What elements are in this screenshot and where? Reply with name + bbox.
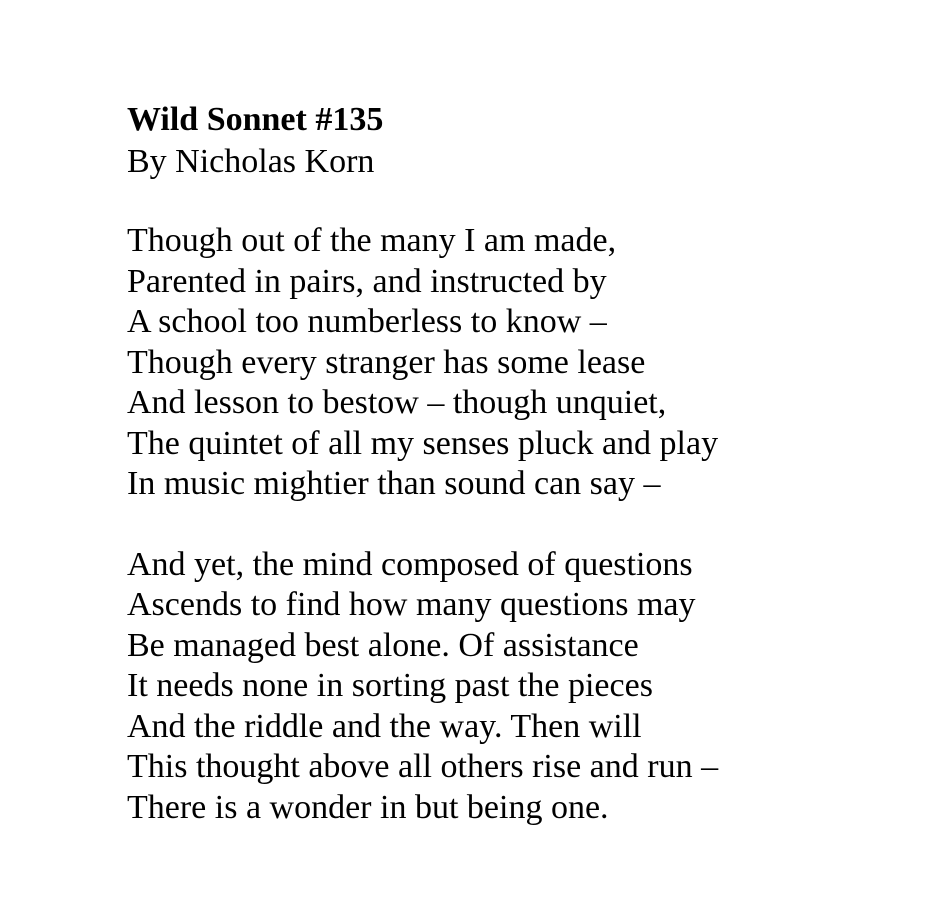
poem	[127, 98, 927, 828]
poem-title: Wild Sonnet #135	[127, 101, 384, 138]
poem-line: Ascends to find how many questions may	[127, 586, 696, 623]
poem-line: The quintet of all my senses pluck and play	[127, 424, 719, 462]
poem-line: There is a wonder in but being one.	[127, 788, 609, 826]
poem-line: And yet, the mind composed of questions	[127, 545, 693, 583]
poem-line: And lesson to bestow – though unquiet,	[127, 384, 667, 421]
poem-line: Parented in pairs, and instructed by	[127, 262, 607, 300]
stanza-1	[127, 221, 927, 505]
poem-line: A school too numberless to know –	[127, 303, 607, 340]
poem-line: It needs none in sorting past the pieces	[127, 667, 653, 704]
poem-line: Though every stranger has some lease	[127, 343, 646, 381]
poem-line: Though out of the many I am made,	[127, 222, 617, 259]
stanza-2	[127, 545, 927, 829]
poem-line: Be managed best alone. Of assistance	[127, 626, 639, 664]
poem-line: This thought above all others rise and run –	[127, 748, 719, 785]
poem-byline: By Nicholas Korn	[127, 143, 375, 180]
poem-line: And the riddle and the way. Then will	[127, 707, 642, 745]
poem-line: In music mightier than sound can say –	[127, 465, 661, 502]
